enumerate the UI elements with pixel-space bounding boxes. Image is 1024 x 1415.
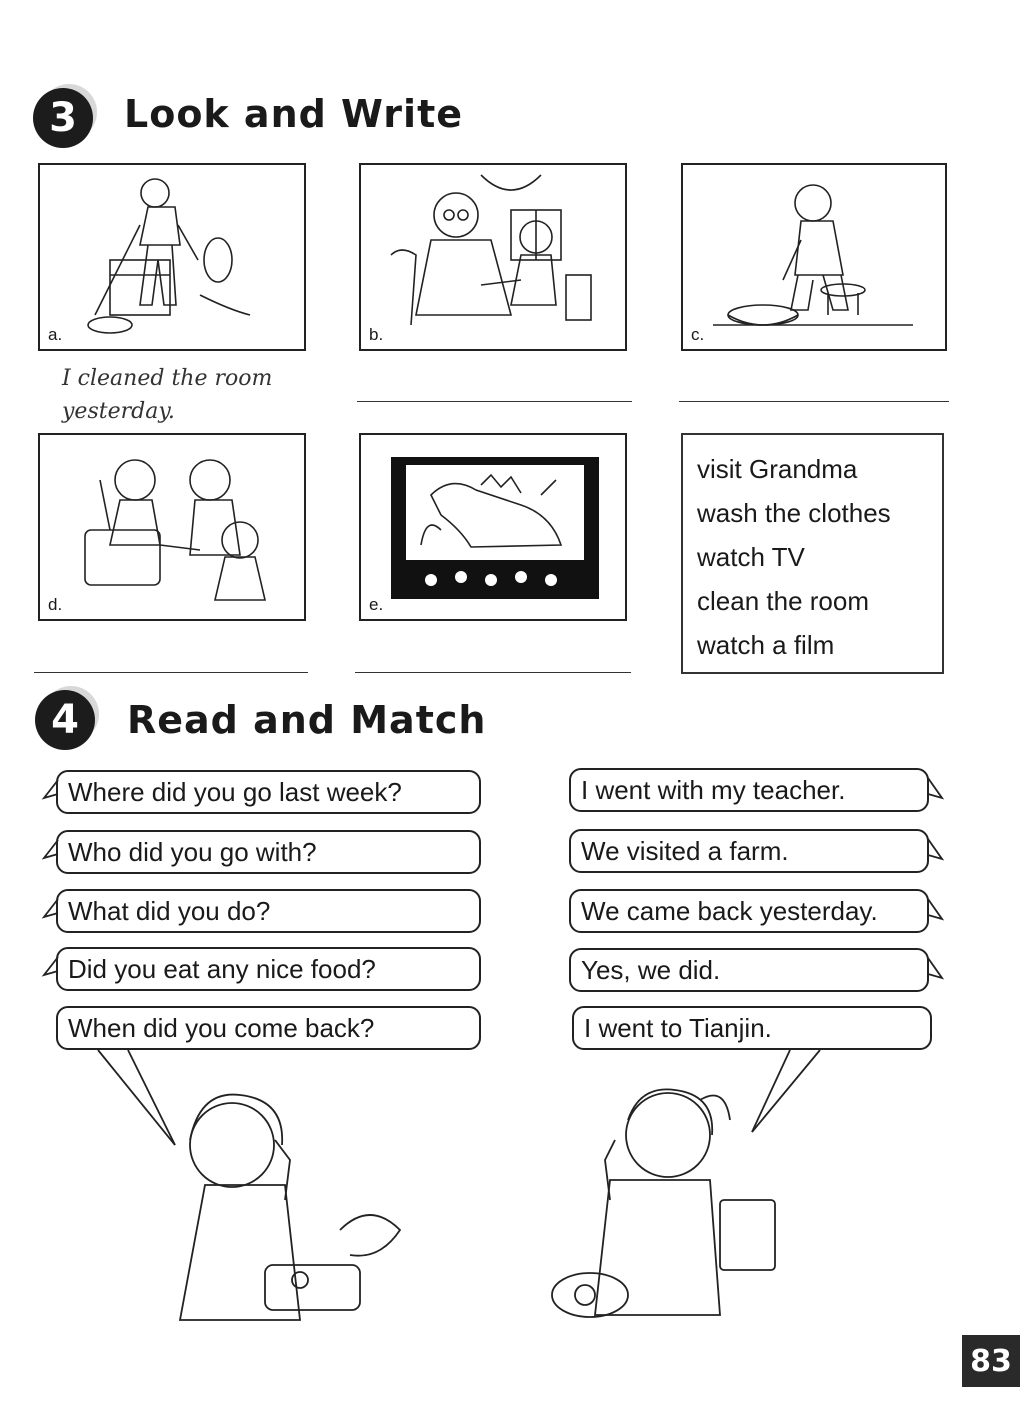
section-4-number-badge: 4: [35, 690, 95, 750]
answer-line-e[interactable]: [355, 672, 631, 673]
word-bank-item: wash the clothes: [697, 498, 891, 528]
example-answer-line-2: yesterday.: [62, 399, 175, 424]
section-4-title: Read and Match: [127, 698, 487, 742]
picture-c-frame: [681, 163, 947, 351]
speech-tails-and-phone-illustrations: [0, 760, 1024, 1360]
word-bank-item: visit Grandma: [697, 454, 858, 484]
picture-a-frame: [38, 163, 306, 351]
page-number: 83: [962, 1335, 1020, 1387]
answer-bubble[interactable]: Yes, we did.: [569, 948, 929, 992]
question-bubble[interactable]: What did you do?: [56, 889, 481, 933]
answer-bubble[interactable]: I went to Tianjin.: [572, 1006, 932, 1050]
section-3-number-badge: 3: [33, 88, 93, 148]
section-3-title: Look and Write: [124, 92, 464, 136]
question-bubble[interactable]: Where did you go last week?: [56, 770, 481, 814]
answer-bubble[interactable]: I went with my teacher.: [569, 768, 929, 812]
boy-visiting-grandma-illustration: [361, 165, 625, 349]
picture-c-letter: c.: [691, 325, 705, 344]
picture-d-letter: d.: [48, 595, 63, 614]
picture-e-letter: e.: [369, 595, 384, 614]
boy-washing-clothes-illustration: [683, 165, 945, 349]
answer-line-b[interactable]: [357, 401, 632, 402]
example-answer-line-1: I cleaned the room: [62, 366, 273, 391]
answer-bubble[interactable]: We came back yesterday.: [569, 889, 929, 933]
word-bank-box: [681, 433, 944, 674]
picture-b-frame: [359, 163, 627, 351]
word-bank-item: clean the room: [697, 586, 869, 616]
answer-bubble[interactable]: We visited a farm.: [569, 829, 929, 873]
picture-d-frame: [38, 433, 306, 621]
question-bubble[interactable]: Who did you go with?: [56, 830, 481, 874]
word-bank-item: watch a film: [697, 630, 835, 660]
picture-a-letter: a.: [48, 325, 63, 344]
answer-line-c[interactable]: [679, 401, 949, 402]
answer-line-d[interactable]: [34, 672, 308, 673]
picture-b-letter: b.: [369, 325, 384, 344]
cinema-film-illustration: [361, 435, 625, 619]
picture-e-frame: [359, 433, 627, 621]
boy-vacuuming-illustration: [40, 165, 304, 349]
question-bubble[interactable]: Did you eat any nice food?: [56, 947, 481, 991]
children-watching-tv-illustration: [40, 435, 304, 619]
word-bank-item: watch TV: [697, 542, 805, 572]
question-bubble[interactable]: When did you come back?: [56, 1006, 481, 1050]
